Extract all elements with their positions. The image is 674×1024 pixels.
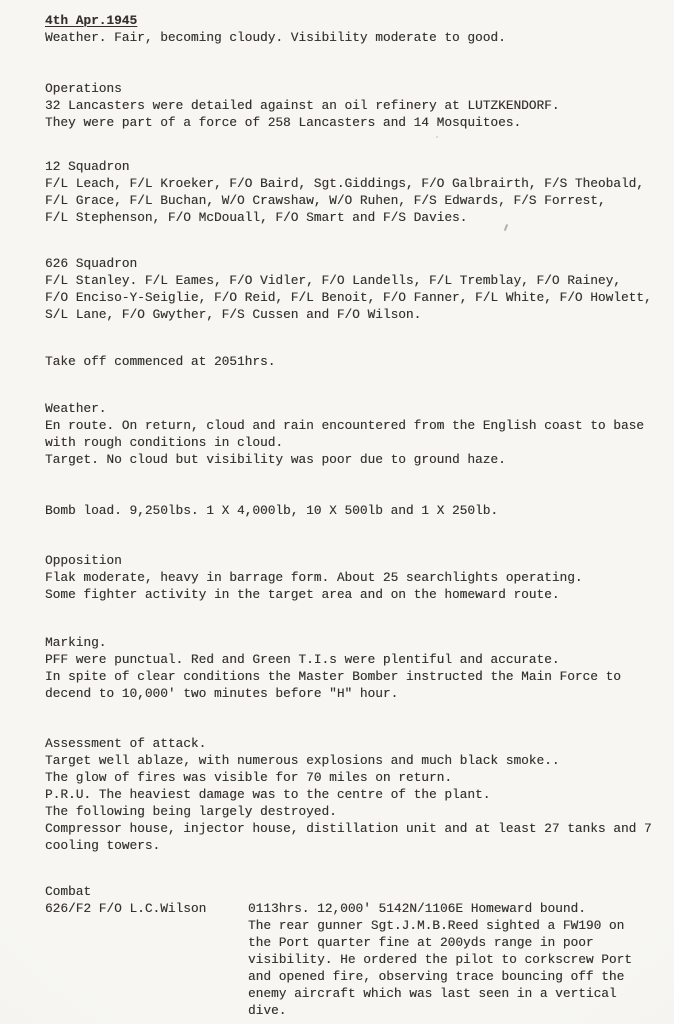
text-line: decend to 10,000' two minutes before "H" hour. (45, 686, 399, 701)
weather-summary (45, 29, 668, 46)
text-line: visibility. He ordered the pilot to corkscrew Port (248, 952, 632, 967)
section-heading: 626 Squadron (45, 256, 138, 271)
section-heading: Operations (45, 81, 122, 96)
text-line: F/L Grace, F/L Buchan, W/O Crawshaw, W/O Ruhen, F/S Edwards, F/S Forrest, (45, 193, 606, 208)
text-line: F/L Leach, F/L Kroeker, F/O Baird, Sgt.Giddings, F/O Galbrairth, F/S Theobald, (45, 176, 644, 191)
text-line: Target. No cloud but visibility was poor due to ground haze. (45, 452, 506, 467)
text-line: P.R.U. The heaviest damage was to the centre of the plant. (45, 787, 491, 802)
text-line: In spite of clear conditions the Master Bomber instructed the Main Force to (45, 669, 621, 684)
text-line: F/L Stephenson, F/O McDouall, F/O Smart and F/S Davies. (45, 210, 468, 225)
text-line: Target well ablaze, with numerous explosions and much black smoke.. (45, 753, 560, 768)
text-line: enemy aircraft which was last seen in a vertical (248, 986, 617, 1001)
text-line: The glow of fires was visible for 70 miles on return. (45, 770, 453, 785)
combat-crew: 626/F2 F/O L.C.Wilson (45, 901, 207, 916)
combat-entry (45, 900, 668, 1019)
text-line: and opened fire, observing trace bouncing off the (248, 969, 625, 984)
section-opposition (45, 552, 668, 603)
bomb-load-text: Bomb load. 9,250lbs. 1 X 4,000lb, 10 X 500lb and 1 X 250lb. (45, 503, 499, 518)
section-heading: Weather. (45, 401, 107, 416)
bomb-load-note (45, 502, 668, 519)
section-heading: Assessment of attack. (45, 736, 207, 751)
weather-summary-text: Weather. Fair, becoming cloudy. Visibility moderate to good. (45, 30, 506, 45)
section-heading: Combat (45, 884, 92, 899)
text-line: Compressor house, injector house, distillation unit and at least 27 tanks and 7 (45, 821, 652, 836)
section-assessment (45, 735, 668, 854)
section-squadron-12 (45, 158, 668, 226)
section-heading: 12 Squadron (45, 159, 130, 174)
take-off-text: Take off commenced at 2051hrs. (45, 354, 276, 369)
section-squadron-626 (45, 255, 668, 323)
text-line: 32 Lancasters were detailed against an oil refinery at LUTZKENDORF. (45, 98, 560, 113)
text-line: PFF were punctual. Red and Green T.I.s were plentiful and accurate. (45, 652, 560, 667)
scan-speck (436, 136, 438, 138)
text-line: the Port quarter fine at 200yds range in poor (248, 935, 594, 950)
text-line: En route. On return, cloud and rain encountered from the English coast to base (45, 418, 644, 433)
text-line: cooling towers. (45, 838, 161, 853)
text-line: The rear gunner Sgt.J.M.B.Reed sighted a FW190 on (248, 918, 625, 933)
text-line: F/O Enciso-Y-Seiglie, F/O Reid, F/L Benoit, F/O Fanner, F/L White, F/O Howlett, (45, 290, 652, 305)
text-line: The following being largely destroyed. (45, 804, 337, 819)
section-heading: Opposition (45, 553, 122, 568)
text-line: dive. (248, 1003, 287, 1018)
text-line: with rough conditions in cloud. (45, 435, 284, 450)
date-text: 4th Apr.1945 (45, 13, 138, 28)
text-line: Some fighter activity in the target area and on the homeward route. (45, 587, 560, 602)
text-line: 0113hrs. 12,000' 5142N/1106E Homeward bound. (248, 901, 586, 916)
section-operations (45, 80, 668, 131)
text-line: F/L Stanley. F/L Eames, F/O Vidler, F/O Landells, F/L Tremblay, F/O Rainey, (45, 273, 621, 288)
text-line: S/L Lane, F/O Gwyther, F/S Cussen and F/O Wilson. (45, 307, 422, 322)
section-combat (45, 883, 668, 1019)
section-marking (45, 634, 668, 702)
combat-report (248, 900, 668, 1019)
text-line: Flak moderate, heavy in barrage form. About 25 searchlights operating. (45, 570, 583, 585)
section-heading: Marking. (45, 635, 107, 650)
date-heading (45, 12, 668, 29)
text-line: They were part of a force of 258 Lancasters and 14 Mosquitoes. (45, 115, 522, 130)
section-weather (45, 400, 668, 468)
take-off-note (45, 353, 668, 370)
